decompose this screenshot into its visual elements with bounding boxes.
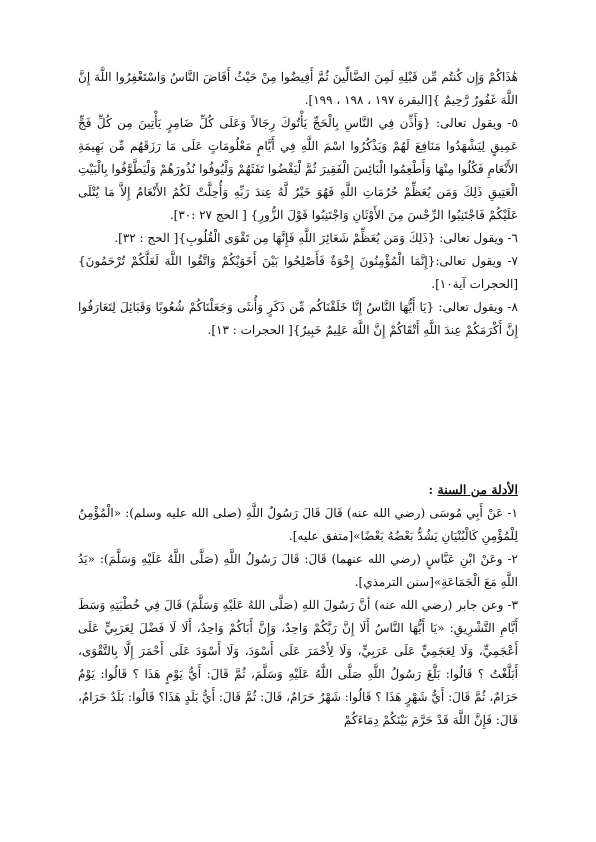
quran-verse-continuation: هَٰذَاكُمْ وَإِن كُنتُم مِّن قَبْلِهِ لَمِنَ الضَّالِّينَ ثُمَّ أَفِيضُوا مِنْ حَيْثُ أَفَاضَ النَّاسُ وَاسْتَغْفِرُوا اللَّهَ إِنَّ اللَّهَ غَفُورٌ رَّحِيمٌ }[البقرة ١٩٧ ، ١٩٨ ، ١٩٩]. — [78, 70, 518, 107]
hadith-2: ٢- وعَنْ ابْنِ عَبَّاسٍ (رضي الله عنهما) قَالَ: قَالَ رَسُولُ اللَّهِ (صَلَّى اللَّهُ عَلَيْهِ وَسَلَّمَ): «يَدُ اللَّهِ مَعَ الْجَمَاعَةِ»[سنن الترمذي]. — [78, 552, 518, 589]
sunnah-heading-title: الأدلة من السنة — [437, 482, 518, 497]
quran-evidence-7: ٧- ويقول تعالى:{إِنَّمَا الْمُؤْمِنُونَ إِخْوَةٌ فَأَصْلِحُوا بَيْنَ أَخَوَيْكُمْ وَاتَّقُوا اللَّهَ لَعَلَّكُمْ تُرْحَمُونَ}[الحجرات آية١٠]. — [78, 254, 518, 291]
quran-evidence-6: ٦- ويقول تعالى: {ذَلِكَ وَمَن يُعَظِّمْ شَعَائِرَ اللَّهِ فَإِنَّهَا مِن تَقْوَى الْقُلُوبِ}[ الحج : ٣٢]. — [114, 231, 518, 245]
hadith-3: ٣- وعن جابر (رضي الله عنه) أنَّ رَسُولَ اللهِ (صَلَّى اللهُ عَلَيْهِ وَسَلَّمَ) قَالَ فِي خُطْبَتِهِ وَسَطَ أَيَّامِ التَّشْرِيقِ: «يَا أَيُّهَا النَّاسُ أَلَا إِنَّ رَبَّكُمْ وَاحِدٌ، وَإِنَّ أَبَاكُمْ وَاحِدٌ، أَلَا لَا فَضْلَ لِعَرَبِيٍّ عَلَى أَعْجَمِيٍّ، وَلَا لِعَجَمِيٍّ عَلَى عَرَبِيٍّ، وَلَا لِأَحْمَرَ عَلَى أَسْوَدَ، وَلَا أَسْوَدَ عَلَى أَحْمَرَ إِلَّا بِالتَّقْوَى، أَبَلَّغْتُ ؟ قَالُوا: بَلَّغَ رَسُولُ اللَّهِ صَلَّى اللَّهُ عَلَيْهِ وَسَلَّمَ، ثُمَّ قَالَ: أَيُّ يَوْمٍ هَذَا ؟ قَالُوا: يَوْمٌ حَرَامٌ، ثُمَّ قَالَ: أَيُّ شَهْرٍ هَذَا ؟ قَالُوا: شَهْرٌ حَرَامٌ، قَالَ: ثُمَّ قَالَ: أَيُّ بَلَدٍ هَذَا؟ قَالُوا: بَلَدٌ حَرَامٌ، قَالَ: فَإِنَّ اللَّهَ قَدْ حَرَّمَ بَيْنَكُمْ دِمَاءَكُمْ — [78, 598, 518, 727]
sunnah-heading — [78, 482, 518, 497]
sunnah-evidence-section — [78, 502, 518, 732]
quran-evidence-8: ٨- ويقول تعالى: {يَا أَيُّهَا النَّاسُ إِنَّا خَلَقْنَاكُم مِّن ذَكَرٍ وَأُنثَى وَجَعَلْنَاكُمْ شُعُوبًا وَقَبَائِلَ لِتَعَارَفُوا إِنَّ أَكْرَمَكُمْ عِندَ اللَّهِ أَتْقَاكُمْ إِنَّ اللَّهَ عَلِيمٌ خَبِيرٌ}[ الحجرات : ١٣]. — [78, 300, 518, 337]
quran-evidence-section — [78, 66, 518, 342]
hadith-1: ١- عَنْ أَبِي مُوسَى (رضي الله عنه) قَالَ قَالَ رَسُولُ اللَّهِ (صلى الله عليه وسلم): «الْمُؤْمِنُ لِلْمُؤْمِنِ كَالْبُنْيَانِ يَشُدُّ بَعْضُهُ بَعْضًا»[متفق عليه]. — [78, 506, 518, 543]
sunnah-heading-colon: : — [428, 482, 438, 497]
quran-evidence-5: ٥- ويقول تعالى: {وَأَذِّن فِي النَّاسِ بِالْحَجِّ يَأْتُوكَ رِجَالاً وَعَلَى كُلِّ ضَامِرٍ يَأْتِينَ مِن كُلِّ فَجٍّ عَمِيقٍ لِيَشْهَدُوا مَنَافِعَ لَهُمْ وَيَذْكُرُوا اسْمَ اللَّهِ فِي أَيَّامٍ مَعْلُومَاتٍ عَلَى مَا رَزَقَهُم مِّن بَهِيمَةِ الأَنْعَامِ فَكُلُوا مِنْهَا وَأَطْعِمُوا الْبَائِسَ الْفَقِيرَ ثُمَّ لْيَقْضُوا تَفَثَهُمْ وَلْيُوفُوا نُذُورَهُمْ وَلْيَطَّوَّفُوا بِالْبَيْتِ الْعَتِيقِ ذَلِكَ وَمَن يُعَظِّمْ حُرُمَاتِ اللَّهِ فَهُوَ خَيْرٌ لَّهُ عِندَ رَبِّهِ وَأُحِلَّتْ لَكُمُ الأَنْعَامُ إِلاَّ مَا يُتْلَى عَلَيْكُمْ فَاجْتَنِبُوا الرِّجْسَ مِنَ الأَوْثَانِ وَاجْتَنِبُوا قَوْلَ الزُّورِ} [ الحج ٢٧ :٣٠]. — [78, 116, 518, 222]
